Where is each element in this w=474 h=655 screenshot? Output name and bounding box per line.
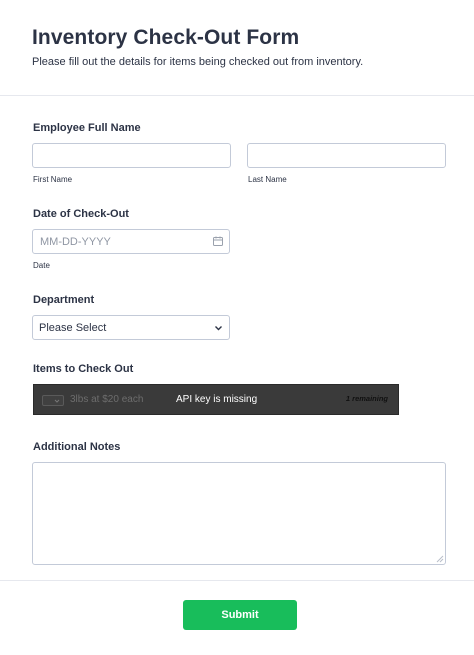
footer-divider [0,580,474,581]
department-select[interactable] [32,315,230,340]
date-sublabel: Date [33,261,50,270]
checkout-date-label: Date of Check-Out [33,208,129,220]
resize-handle-icon[interactable] [436,555,444,563]
submit-button[interactable]: Submit [183,600,297,630]
department-label: Department [33,294,95,306]
checkout-date-field [32,229,230,254]
calendar-icon[interactable] [213,236,223,246]
last-name-sublabel: Last Name [248,175,287,184]
form-title: Inventory Check-Out Form [32,26,300,49]
product-description: 3lbs at $20 each [70,394,144,405]
quantity-select[interactable] [42,395,64,406]
checkout-date-input[interactable] [32,229,230,254]
department-selected-value: Please Select [39,322,107,334]
form-header [0,0,474,96]
notes-label: Additional Notes [33,441,121,453]
notes-textarea[interactable] [32,462,446,565]
product-item-row [33,384,399,415]
first-name-sublabel: First Name [33,175,73,184]
chevron-down-icon [54,398,60,404]
first-name-input[interactable] [32,143,231,168]
chevron-down-icon [214,324,223,332]
form-subtitle: Please fill out the details for items being checked out from inventory. [32,56,364,68]
remaining-count: 1 remaining [345,394,388,403]
items-label: Items to Check Out [33,363,134,375]
api-error-message: API key is missing [176,394,258,405]
last-name-input[interactable] [247,143,446,168]
employee-name-label: Employee Full Name [33,122,141,134]
